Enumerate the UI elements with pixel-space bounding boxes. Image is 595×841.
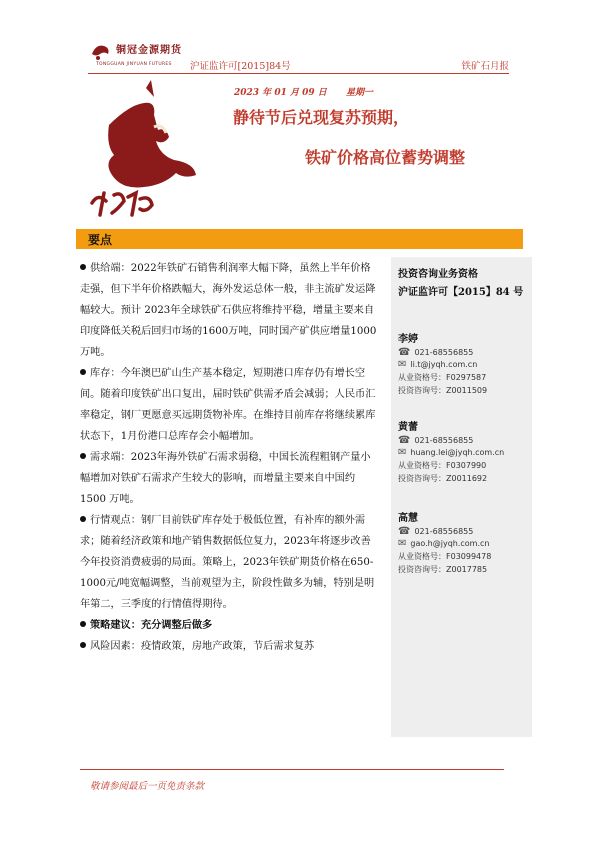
analyst-name: 李婷: [398, 334, 418, 345]
bullet-icon: [80, 642, 86, 648]
brand-name-en: TONGGUAN JINYUAN FUTURES: [96, 62, 172, 67]
point-title: 需求端：: [90, 452, 131, 463]
license-number: 沪证监许可[2015]84号: [190, 61, 291, 72]
report-weekday: 星期一: [346, 88, 374, 98]
analyst-card: [398, 509, 528, 575]
analyst-practice-id: 从业资格号：F0297587: [398, 373, 487, 382]
point-title: 风险因素：: [90, 641, 141, 652]
key-points: [80, 258, 380, 657]
sidebar-heading: 投资咨询业务资格: [398, 269, 478, 280]
email-icon: ✉: [398, 447, 407, 458]
sidebar-license: 沪证监许可【2015】84 号: [398, 287, 524, 298]
brand-name: 铜冠金源期货: [116, 45, 182, 56]
bullet-icon: [80, 369, 86, 375]
analyst-name: 高慧: [398, 513, 418, 524]
point-title: 供给端：: [90, 263, 131, 274]
point-title: 策略建议：: [90, 619, 141, 631]
point-outlook: [80, 510, 380, 615]
analyst-phone: 021-68556855: [414, 348, 474, 357]
bullet-icon: [80, 264, 86, 270]
bullet-icon: [80, 516, 86, 522]
footer-divider: [80, 769, 504, 770]
report-date: 2023 年 01 月 09 日: [234, 88, 327, 98]
point-risk: [80, 636, 380, 657]
point-text: 2022年铁矿石销售利润率大幅下降，虽然上半年价格走强，但下半年价格跌幅大，海外发运总体一般，非主流矿发运降幅较大。预计 2023年全球铁矿石供应将维持平稳，增量主要来自印度降低关税后回归市场的1600万吨，同时国产矿供应增量1000万吨。: [80, 263, 377, 358]
analyst-phone: 021-68556855: [414, 527, 474, 536]
point-inventory: [80, 363, 380, 447]
report-title-line2: 铁矿价格高位蓄势调整: [305, 148, 466, 167]
point-text: 今年澳巴矿山生产基本稳定，短期港口库存仍有增长空间。随着印度铁矿出口复出，届时铁矿供需矛盾会减弱；人民币汇率稳定，钢厂更愿意买远期货物补库。在维持目前库存将继续累库状态下，1月份港口总库存会小幅增加。: [80, 368, 376, 442]
analyst-card: [398, 330, 528, 396]
point-text: 钢厂目前铁矿库存处于极低位置，有补库的额外需求；随着经济政策和地产销售数据低位复力，2023年将逐步改善今年投资消费疲弱的局面。策略上，2023年铁矿期货价格在650-1000元/吨宽幅调整，当前观望为主，阶段性做多为辅，特别是明年第二，三季度的行情值得期待。: [80, 515, 375, 610]
phone-icon: ☎: [398, 526, 411, 537]
art-caption: 钢铁百色: [84, 75, 88, 76]
point-strategy: [80, 615, 380, 636]
point-demand: [80, 447, 380, 510]
analyst-sidebar: [391, 257, 532, 737]
analyst-card: [398, 418, 528, 484]
analyst-email[interactable]: li.t@jyqh.com.cn: [410, 360, 478, 369]
email-icon: ✉: [398, 359, 407, 370]
analyst-phone: 021-68556855: [414, 436, 474, 445]
analyst-practice-id: 从业资格号：F0307990: [398, 461, 487, 470]
analyst-name: 黄蕾: [398, 422, 418, 433]
point-text: 2023年海外铁矿石需求弱稳，中国长流程粗钢产量小幅增加对铁矿石需求产生较大的影响，而增量主要来自中国约1500 万吨。: [80, 452, 371, 505]
header-divider: [88, 73, 509, 74]
phone-icon: ☎: [398, 435, 411, 446]
point-text: 充分调整后做多: [140, 619, 213, 631]
analyst-email[interactable]: gao.h@jyqh.com.cn: [410, 539, 490, 548]
report-title-line1: 静待节后兑现复苏预期，: [233, 108, 410, 127]
analyst-email[interactable]: huang.lei@jyqh.com.cn: [410, 448, 505, 457]
analyst-advisory-id: 投资咨询号：Z0011692: [398, 474, 488, 483]
brand-logo-icon: [90, 40, 112, 62]
section-title: 要点: [88, 233, 113, 247]
phone-icon: ☎: [398, 347, 411, 358]
section-bar: [76, 229, 523, 249]
disclaimer-note: 敬请参阅最后一页免责条款: [90, 781, 205, 792]
point-supply: [80, 258, 380, 363]
analyst-advisory-id: 投资咨询号：Z0017785: [398, 565, 488, 574]
analyst-advisory-id: 投资咨询号：Z0011509: [398, 386, 488, 395]
email-icon: ✉: [398, 538, 407, 549]
point-title: 行情观点：: [90, 515, 141, 526]
point-title: 库存：: [90, 368, 121, 379]
analyst-practice-id: 从业资格号：F03099478: [398, 552, 492, 561]
bullet-icon: [80, 453, 86, 459]
point-text: 疫情政策，房地产政策，节后需求复苏: [140, 641, 315, 652]
bullet-icon: [80, 621, 86, 627]
report-type: 铁矿石月报: [461, 61, 509, 72]
horse-calligraphy-artwork: [84, 75, 234, 230]
